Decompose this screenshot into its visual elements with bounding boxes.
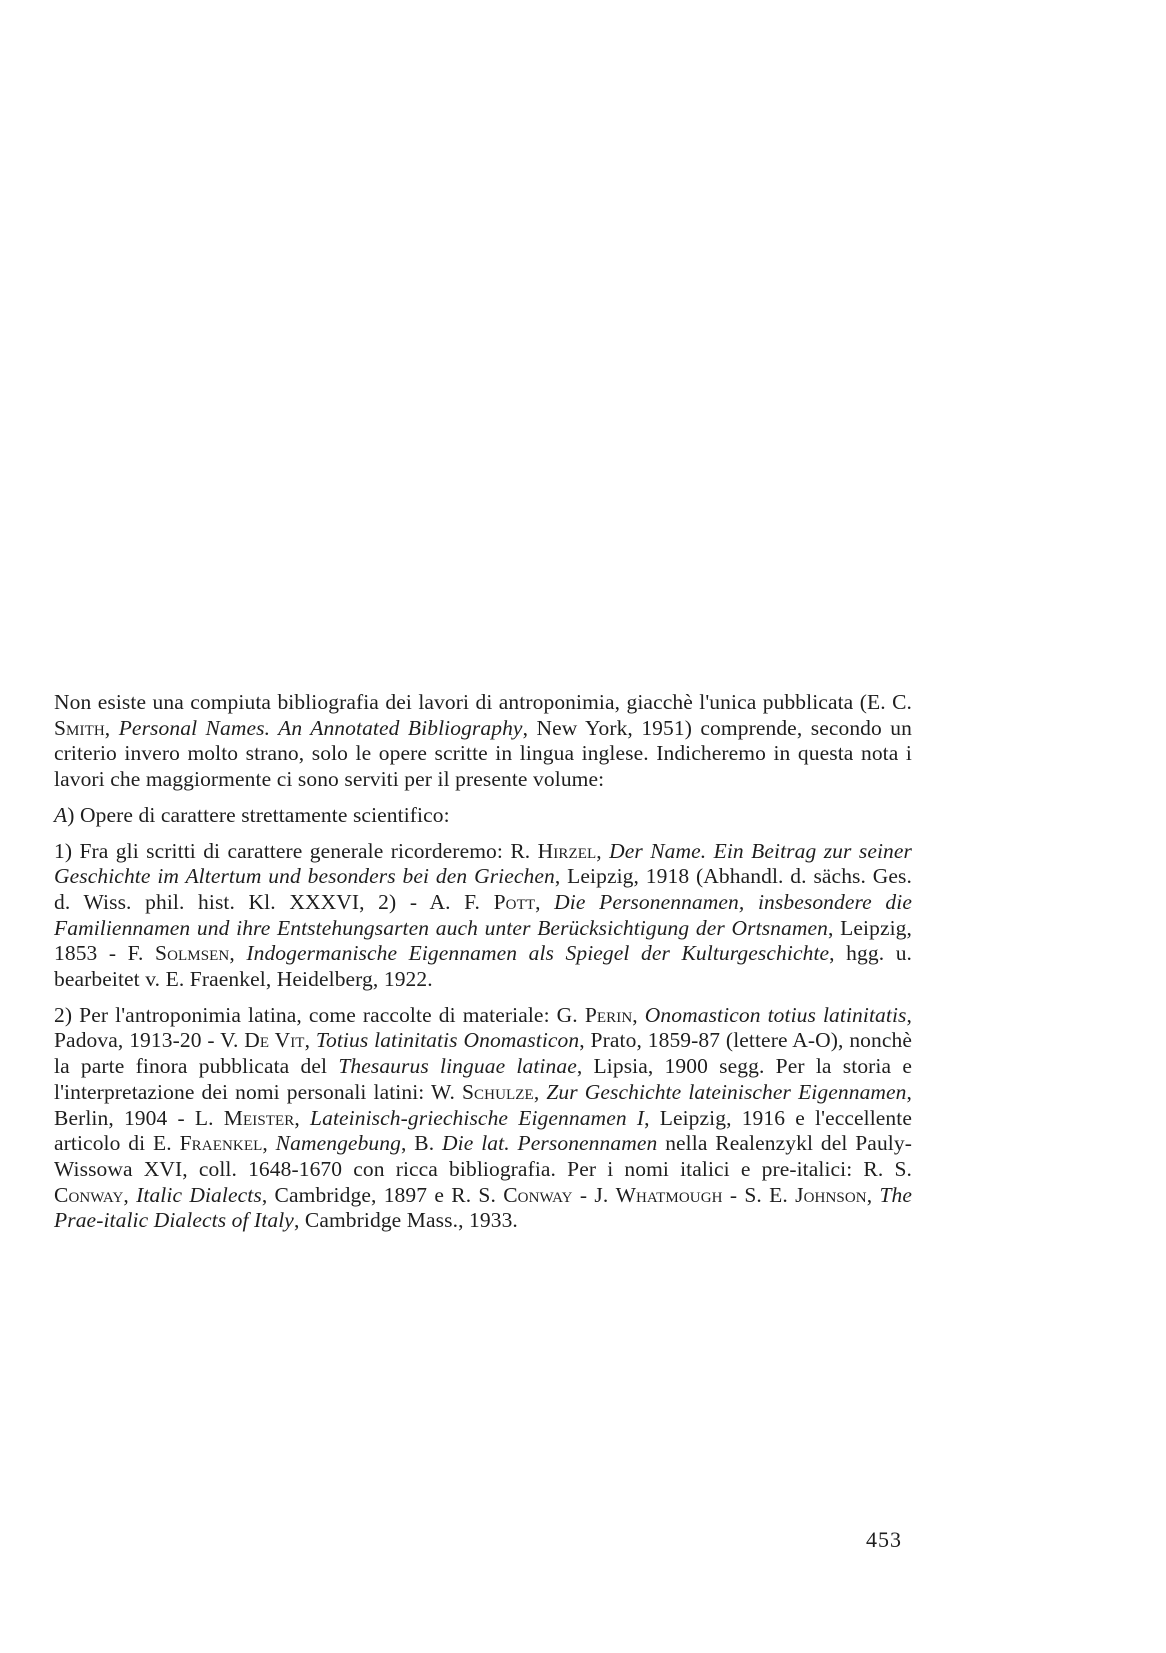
text-run: , bbox=[533, 1079, 547, 1104]
title-italic: Thesaurus linguae latinae bbox=[338, 1054, 577, 1079]
text-run: , Leipzig, 1918 (Abhandl. d. sächs. Ges. d. Wiss. phil. hist. Kl. XXXVI, 2) - A. F. bbox=[54, 864, 913, 914]
text-run: ) Opere di carattere strettamente scientifico: bbox=[67, 802, 450, 827]
title-italic: Onomasticon totius latinitatis bbox=[644, 1002, 907, 1027]
text-run: , bbox=[535, 889, 555, 914]
text-run: , bbox=[262, 1131, 276, 1156]
title-italic: Lateinisch-griechische Eigennamen I bbox=[310, 1105, 645, 1130]
title-italic: Die lat. Personennamen bbox=[442, 1131, 658, 1156]
title-italic: Zur Geschichte lateinischer Eigennamen bbox=[546, 1079, 907, 1104]
text-run: , B. bbox=[400, 1131, 443, 1156]
text-run: , Padova, 1913-20 - V. bbox=[54, 1002, 912, 1053]
text-run: nella Realenzykl del Pauly-Wissowa XVI, coll. 1648-1670 con ricca bibliografia. Per i nomi italici e pre-italici: R. S. bbox=[54, 1131, 912, 1181]
author-name: Hirzel bbox=[537, 838, 597, 863]
title-italic: Die Personennamen, insbesondere die Familiennamen und ihre Entstehungsarten auch unter Berücksichtigung der Ortsnamen bbox=[54, 889, 912, 940]
title-italic: The Prae-italic Dialects of Italy bbox=[54, 1182, 912, 1233]
text-run: , Cambridge Mass., 1933. bbox=[293, 1208, 518, 1233]
text-run: - J. bbox=[572, 1182, 616, 1207]
text-run: , hgg. u. bearbeitet v. E. Fraenkel, Heidelberg, 1922. bbox=[54, 941, 913, 992]
page-number: 453 bbox=[866, 1527, 902, 1552]
text-run: , bbox=[632, 1002, 645, 1027]
paragraph-item-2 bbox=[54, 1003, 912, 1234]
author-name: Pott bbox=[493, 889, 536, 914]
title-italic: Der Name. Ein Beitrag zur seiner Geschichte im Altertum und besonders bei den Griechen bbox=[54, 838, 913, 889]
author-name: Conway bbox=[54, 1182, 124, 1207]
author-name: Johnson bbox=[795, 1182, 867, 1207]
text-run: , New York, 1951) comprende, secondo un criterio invero molto strano, solo le opere scritte in lingua inglese. Indicheremo in questa nota i lavori che maggiormente ci sono serviti per il presente volume: bbox=[54, 715, 913, 792]
text-run: , Prato, 1859-87 (lettere A-O), nonchè la parte finora pubblicata del bbox=[54, 1028, 913, 1079]
title-italic: Namengebung bbox=[275, 1131, 401, 1156]
author-name: Whatmough bbox=[615, 1182, 723, 1207]
author-name: Solmsen bbox=[155, 941, 230, 966]
text-run: , bbox=[104, 715, 119, 740]
text-run: , bbox=[304, 1028, 316, 1053]
text-run: , bbox=[294, 1105, 311, 1130]
author-name: Fraenkel bbox=[179, 1131, 263, 1156]
text-run: , bbox=[866, 1182, 880, 1207]
author-name: Conway bbox=[503, 1182, 573, 1207]
title-italic: Personal Names. An Annotated Bibliography bbox=[118, 715, 523, 740]
text-run: , Lipsia, 1900 segg. Per la storia e l'interpretazione dei nomi personali latini: W. bbox=[54, 1054, 912, 1104]
author-name: Perin bbox=[584, 1002, 633, 1027]
paragraph-section-a bbox=[54, 803, 912, 829]
text-run: - S. E. bbox=[722, 1182, 796, 1207]
text-run: 2) Per l'antroponimia latina, come raccolte di materiale: G. bbox=[54, 1002, 585, 1027]
text-run: Non esiste una compiuta bibliografia dei lavori di antroponimia, giacchè l'unica pubblicata (E. C. bbox=[54, 690, 912, 714]
text-run: , bbox=[229, 941, 247, 966]
footnote-text bbox=[54, 690, 912, 1234]
author-name: De Vit bbox=[244, 1028, 305, 1053]
title-italic: Italic Dialects bbox=[136, 1182, 262, 1207]
text-run: , Cambridge, 1897 e R. S. bbox=[261, 1182, 504, 1207]
paragraph-intro bbox=[54, 690, 912, 793]
text-run: , Leipzig, 1916 e l'eccellente articolo di E. bbox=[54, 1105, 912, 1156]
author-name: Schulze bbox=[461, 1079, 534, 1104]
author-name: Meister bbox=[223, 1105, 295, 1130]
paragraph-item-1 bbox=[54, 839, 912, 993]
title-italic: Totius latinitatis Onomasticon bbox=[315, 1028, 580, 1053]
title-italic: A bbox=[54, 802, 68, 827]
text-run: 1) Fra gli scritti di carattere generale ricorderemo: R. bbox=[54, 838, 538, 863]
text-run: , Berlin, 1904 - L. bbox=[54, 1079, 913, 1130]
title-italic: Indogermanische Eigennamen als Spiegel der Kulturgeschichte bbox=[246, 941, 830, 966]
text-run: , bbox=[596, 838, 610, 863]
author-name: Smith bbox=[54, 715, 105, 740]
text-run: , Leipzig, 1853 - F. bbox=[54, 915, 912, 966]
text-run: , bbox=[123, 1182, 137, 1207]
